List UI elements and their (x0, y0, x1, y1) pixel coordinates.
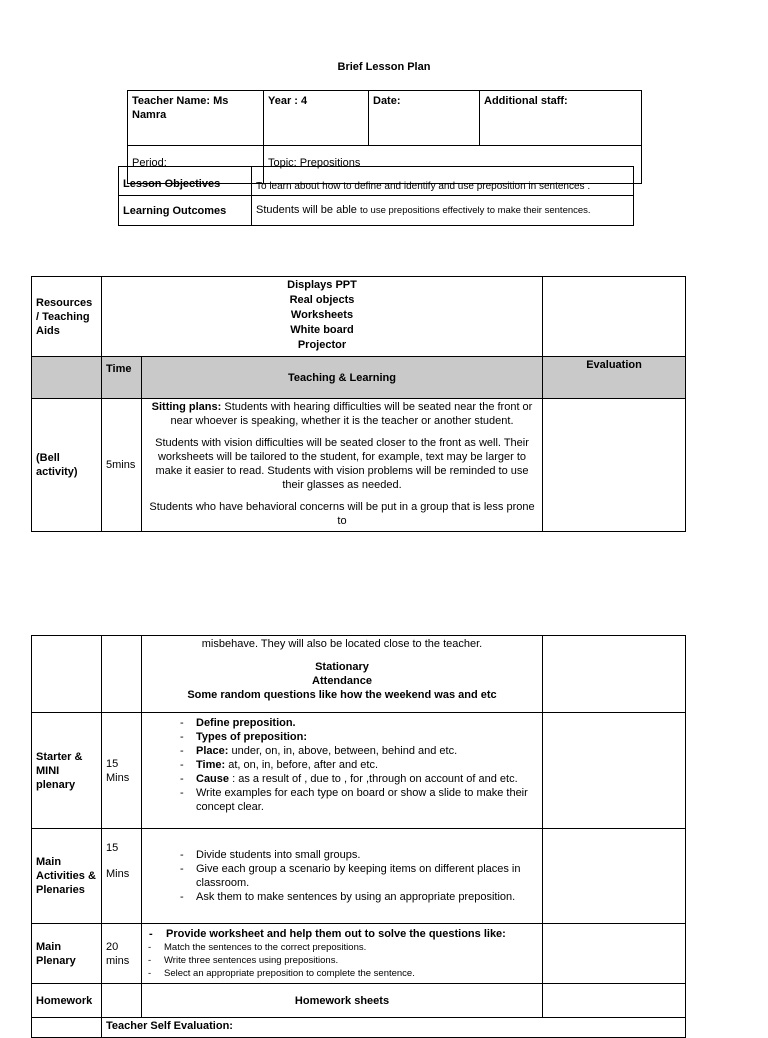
objectives-table (118, 166, 634, 226)
list-item: - Select an appropriate preposition to complete the sentence. (146, 967, 538, 980)
plenary-time: 20 mins (102, 924, 142, 984)
evaluation-heading: Evaluation (543, 357, 686, 399)
list-item: - Types of preposition: (178, 730, 538, 744)
lesson-objectives-text: To learn about how to define and identify and use preposition in sentences . (252, 167, 634, 196)
starter-label: Starter & MINI plenary (32, 713, 102, 829)
resource-item: Worksheets (290, 309, 354, 321)
resources-list (102, 277, 543, 357)
main-content (142, 829, 543, 924)
teacher-name: Teacher Name: Ms Namra (128, 91, 264, 146)
resources-label: Resources / Teaching Aids (32, 277, 102, 357)
lesson-objectives-label: Lesson Objectives (119, 167, 252, 196)
resource-item: Displays PPT (287, 279, 357, 291)
homework-label: Homework (32, 984, 102, 1018)
stationary: Stationary (315, 661, 369, 673)
list-item: - Time: at, on, in, before, after and etc. (178, 758, 538, 772)
year: Year : 4 (264, 91, 369, 146)
topic: Topic: Prepositions (264, 146, 642, 184)
list-item: - Match the sentences to the correct prepositions. (146, 941, 538, 954)
plenary-content (142, 924, 543, 984)
bell-content: Sitting plans: Students with hearing difficulties will be seated near the front or near whoever is speaking, whether it is the teacher or another student. Students with vision difficulties will be seated closer to the front as well. Their worksheets will be tailored to the student, for example, text may be larger to make it easier to read. Students with vision problems will be reminded to use their glasses as needed. Students who have behavioral concerns will be put in a group that is less prone to (142, 399, 543, 532)
resource-item: Projector (297, 339, 347, 351)
starter-content (142, 713, 543, 829)
main-time: 15 Mins (102, 829, 142, 924)
starter-time: 15 Mins (102, 713, 142, 829)
list-item: - Define preposition. (178, 716, 538, 730)
date: Date: (369, 91, 480, 146)
bell-activity-label: (Bell activity) (32, 399, 102, 532)
additional-staff: Additional staff: (480, 91, 642, 146)
list-item: - Divide students into small groups. (178, 848, 538, 862)
list-item: - Give each group a scenario by keeping items on different places in classroom. (178, 862, 538, 890)
attendance: Attendance (312, 675, 372, 687)
learning-outcomes-text: Students will be able to use prepositions effectively to make their sentences. (252, 196, 634, 226)
list-item: - Ask them to make sentences by using an appropriate preposition. (178, 890, 538, 904)
time-heading: Time (102, 357, 142, 399)
bell-time: 5mins (102, 399, 142, 532)
homework-text: Homework sheets (142, 984, 543, 1018)
main-plenary-label: Main Plenary (32, 924, 102, 984)
plan-table-page2 (31, 635, 686, 1038)
plan-table-page1 (31, 276, 686, 532)
list-item: - Cause : as a result of , due to , for ,through on account of and etc. (178, 772, 538, 786)
period: Period: (128, 146, 264, 184)
list-item: - Place: under, on, in, above, between, behind and etc. (178, 744, 538, 758)
resource-item: White board (290, 324, 354, 336)
random-questions: Some random questions like how the weekend was and etc (187, 689, 497, 701)
page-title: Brief Lesson Plan (337, 61, 431, 73)
list-item: - Write three sentences using prepositions. (146, 954, 538, 967)
resource-item: Real objects (289, 294, 355, 306)
main-activities-label: Main Activities & Plenaries (32, 829, 102, 924)
teacher-self-evaluation: Teacher Self Evaluation: (102, 1018, 686, 1038)
list-item: - Write examples for each type on board or show a slide to make their concept clear. (178, 786, 538, 814)
teaching-heading: Teaching & Learning (142, 357, 543, 399)
learning-outcomes-label: Learning Outcomes (119, 196, 252, 226)
bell-content-continued: misbehave. They will also be located close to the teacher. Stationary Attendance Some random questions like how the weekend was and etc (142, 636, 543, 713)
plenary-heading: - Provide worksheet and help them out to solve the questions like: (149, 928, 506, 940)
